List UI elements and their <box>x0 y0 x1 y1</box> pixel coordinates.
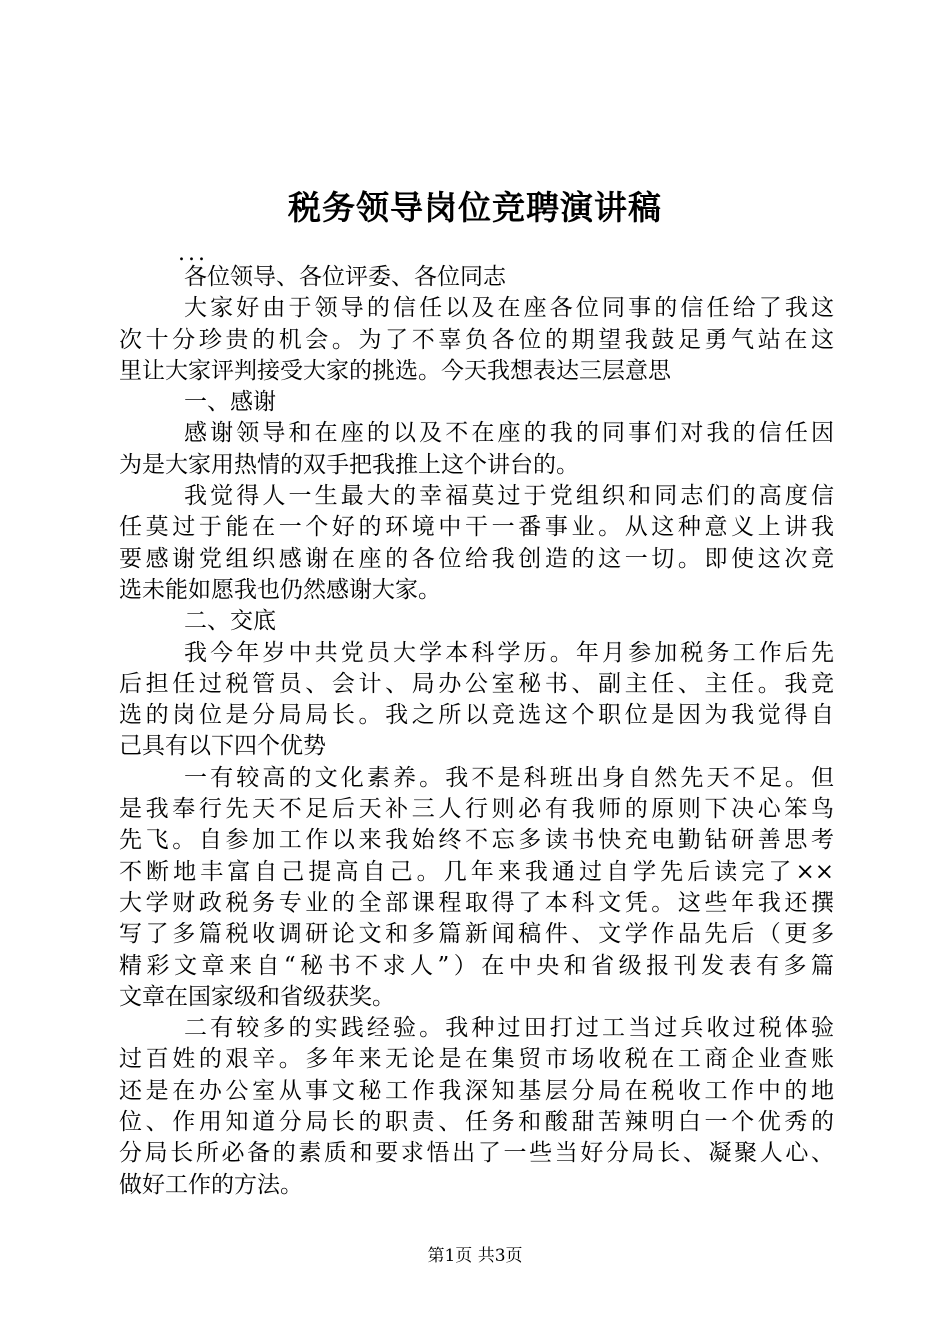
page-footer: 第1页 共3页 <box>427 1246 523 1266</box>
text-line: 文章在国家级和省级获奖。 <box>119 983 395 1010</box>
text-line: 各位领导、各位评委、各位同志 <box>184 264 506 290</box>
ellipsis-marker: ... <box>178 241 208 266</box>
document-body <box>119 262 834 1201</box>
text-line: 我今年岁中共党员大学本科学历。年月参加税务工作后先 <box>184 639 834 666</box>
text-line: 选的岗位是分局局长。我之所以竞选这个职位是因为我觉得自 <box>119 702 834 729</box>
text-line: 为是大家用热情的双手把我推上这个讲台的。 <box>119 451 579 478</box>
text-line: 二、交底 <box>184 608 276 635</box>
text-line: 任莫过于能在一个好的环境中干一番事业。从这种意义上讲我 <box>119 514 834 541</box>
text-line: 要感谢党组织感谢在座的各位给我创造的这一切。即使这次竞 <box>119 545 834 572</box>
text-line: 过百姓的艰辛。多年来无论是在集贸市场收税在工商企业查账 <box>119 1046 834 1073</box>
text-line: 后担任过税管员、会计、局办公室秘书、副主任、主任。我竞 <box>119 670 834 697</box>
text-line: 选未能如愿我也仍然感谢大家。 <box>119 576 441 603</box>
text-line: 二有较多的实践经验。我种过田打过工当过兵收过税体验 <box>184 1015 834 1042</box>
text-line: 次十分珍贵的机会。为了不辜负各位的期望我鼓足勇气站在这 <box>119 326 834 353</box>
text-line: 做好工作的方法。 <box>119 1171 303 1198</box>
text-line: 我觉得人一生最大的幸福莫过于党组织和同志们的高度信 <box>184 483 834 510</box>
text-line: 一、感谢 <box>184 389 276 416</box>
text-line: 里让大家评判接受大家的挑选。今天我想表达三层意思 <box>119 357 671 384</box>
text-line: 大家好由于领导的信任以及在座各位同事的信任给了我这 <box>184 295 834 322</box>
text-line: 先飞。自参加工作以来我始终不忘多读书快充电勤钻研善思考 <box>119 827 834 854</box>
text-line: 分局长所必备的素质和要求悟出了一些当好分局长、凝聚人心、 <box>119 1140 834 1167</box>
document-title: 税务领导岗位竞聘演讲稿 <box>288 188 662 227</box>
text-line: 一有较高的文化素养。我不是科班出身自然先天不足。但 <box>184 764 834 791</box>
text-line: 还是在办公室从事文秘工作我深知基层分局在税收工作中的地 <box>119 1077 834 1104</box>
text-line: 写了多篇税收调研论文和多篇新闻稿件、文学作品先后（更多 <box>119 921 834 948</box>
text-line: 位、作用知道分局长的职责、任务和酸甜苦辣明白一个优秀的 <box>119 1109 834 1136</box>
text-line: 感谢领导和在座的以及不在座的我的同事们对我的信任因 <box>184 420 834 447</box>
text-line: 不断地丰富自己提高自己。几年来我通过自学先后读完了×× <box>119 858 834 885</box>
text-line: 大学财政税务专业的全部课程取得了本科文凭。这些年我还撰 <box>119 889 834 916</box>
text-line: 是我奉行先天不足后天补三人行则必有我师的原则下决心笨鸟 <box>119 796 834 823</box>
text-line: 精彩文章来自“秘书不求人”）在中央和省级报刊发表有多篇 <box>119 952 834 979</box>
text-line: 己具有以下四个优势 <box>119 733 326 760</box>
